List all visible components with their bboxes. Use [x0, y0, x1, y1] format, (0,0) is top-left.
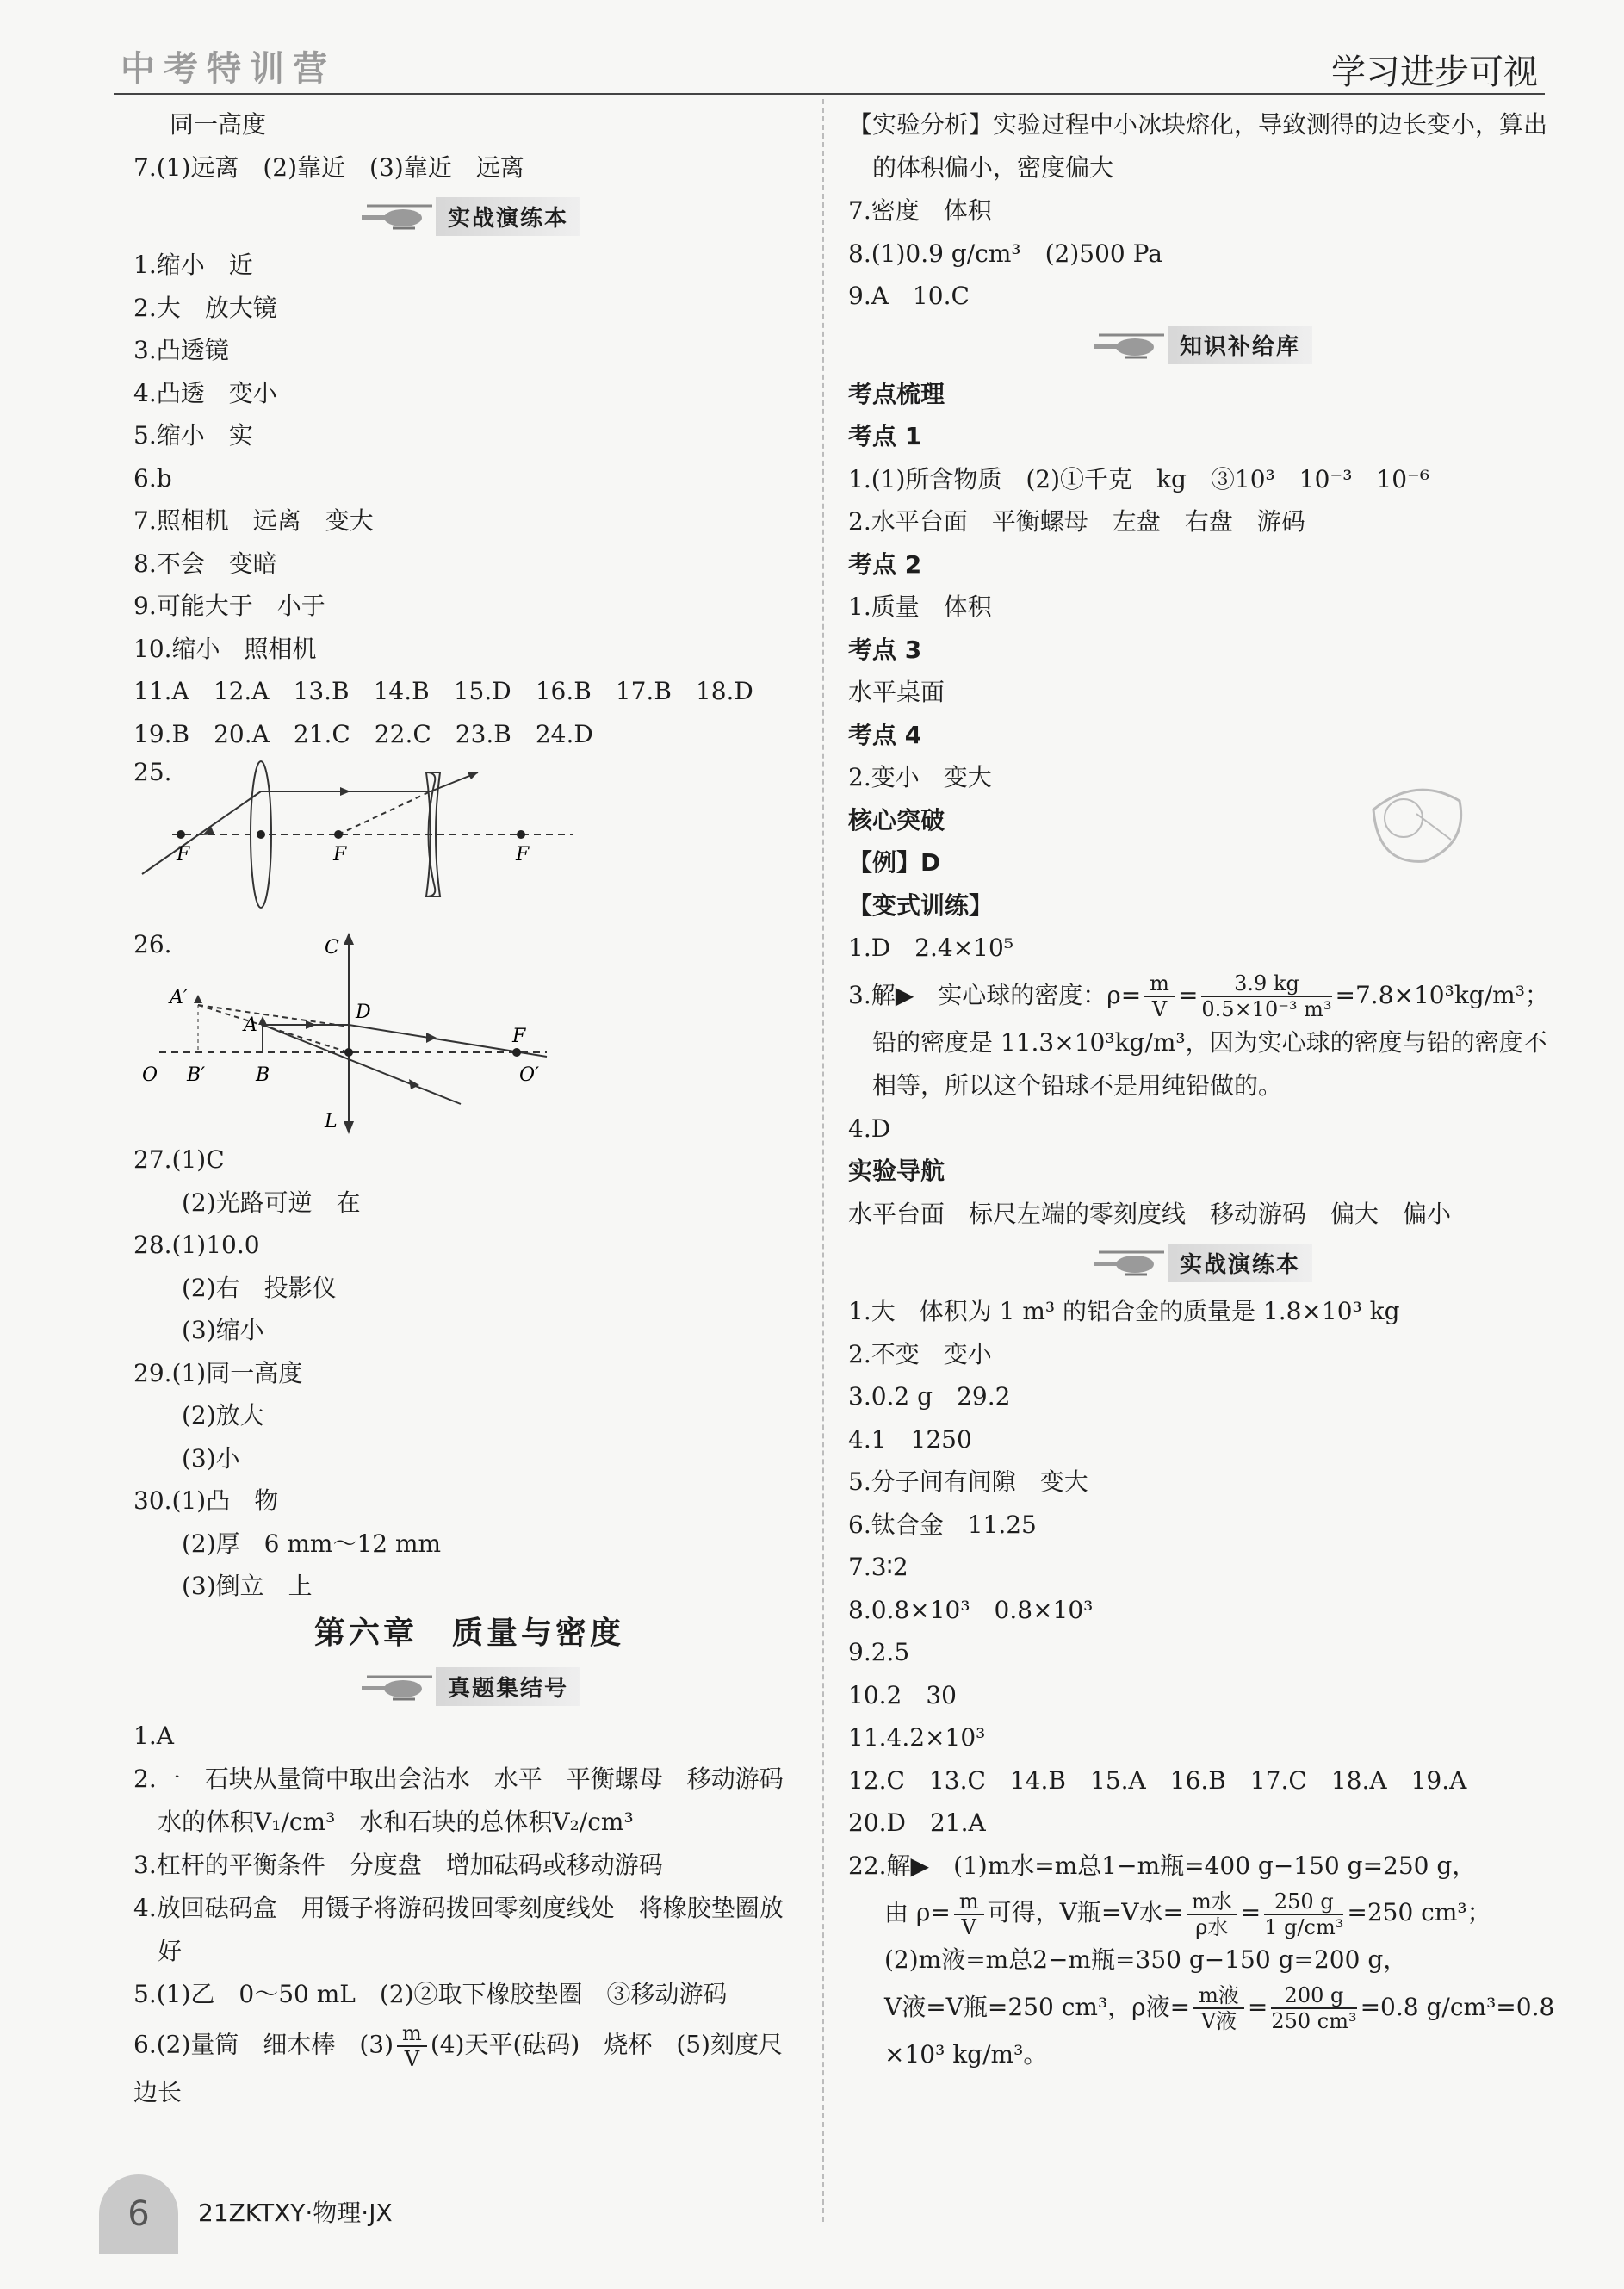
answer-line: 核心突破	[848, 805, 945, 834]
answer-line: 4.D	[848, 1113, 891, 1143]
answer-line: 11.A 12.A 13.B 14.B 15.D 16.B 17.B 18.D	[133, 677, 753, 705]
answer-line: 3.杠杆的平衡条件 分度盘 增加砝码或移动游码	[133, 1850, 663, 1879]
banner-label: 真题集结号	[436, 1667, 580, 1706]
answer-line: 9.A 10.C	[848, 282, 970, 310]
answer-line: (3)倒立 上	[182, 1572, 313, 1600]
answer-line: (3)缩小	[182, 1316, 264, 1344]
answer-line: 1.缩小 近	[133, 251, 253, 279]
answer-line: (2)m液=m总2−m瓶=350 g−150 g=200 g，	[884, 1945, 1408, 1974]
answer-line: 考点 3	[848, 635, 922, 664]
answer-line: 6.b	[133, 463, 172, 493]
helicopter-icon	[1090, 1245, 1173, 1280]
answer-line: 19.B 20.A 21.C 22.C 23.B 24.D	[133, 719, 593, 748]
answer-line: (2)厚 6 mm～12 mm	[182, 1529, 442, 1558]
page-number: 6	[99, 2174, 178, 2254]
section-banner	[133, 1659, 805, 1715]
lens-ray-diagram	[133, 755, 616, 927]
helicopter-icon	[358, 199, 441, 233]
focus-label: F	[333, 844, 347, 865]
answer-line: 4.放回砝码盒 用镊子将游码拨回零刻度线处 将橡胶垫圈放好	[133, 1893, 784, 1965]
answer-line: 水平台面 标尺左端的零刻度线 移动游码 偏大 偏小	[848, 1199, 1452, 1228]
answer-line: 同一高度	[170, 110, 267, 139]
answer-line: 3.凸透镜	[133, 336, 229, 364]
header-rule	[114, 93, 1545, 95]
answer-line: 11.4.2×10³	[848, 1723, 986, 1752]
section-banner	[848, 318, 1554, 373]
answer-line: 10.2 30	[848, 1680, 957, 1709]
answer-line: (2)光路可逆 在	[182, 1188, 361, 1217]
question-number: 25.	[133, 758, 172, 786]
answer-line: 28.(1)10.0	[133, 1231, 260, 1259]
answer-line: (3)小	[182, 1443, 240, 1473]
answer-line: 7.照相机 远离 变大	[133, 506, 374, 535]
point-label: D	[356, 1002, 371, 1023]
answer-line: 8.0.8×10³ 0.8×10³	[848, 1595, 1094, 1624]
focus-label: F	[177, 844, 190, 865]
answer-line: 考点梳理	[848, 379, 945, 408]
answer-line: 5.缩小 实	[133, 421, 253, 450]
answer-line: ×10³ kg/m³。	[884, 2039, 1048, 2069]
lens-ray-diagram	[133, 927, 650, 1138]
answer-line: 6.(2)量筒 细木棒 (3) $\frac{m}{V}$ (4)天平(砝码) 烧杯 (5)刻度尺 边长	[133, 2020, 808, 2106]
answer-line: 考点 1	[848, 422, 922, 450]
series-title: 中考特训营	[121, 49, 336, 89]
answer-line: 1.D 2.4×10⁵	[848, 934, 1014, 962]
point-label: F	[512, 1026, 526, 1047]
point-label: B	[256, 1064, 270, 1086]
answer-line: 3.解▶ 实心球的密度：ρ= $\frac{m}{V}$ = $\frac{3.9 kg}{\text{0.5×10⁻³ m³}}$ =7.8×10³kg/m³；	[848, 971, 1549, 1021]
book-code: 21ZKTXY·物理·JX	[198, 2199, 393, 2227]
helicopter-icon	[1090, 328, 1173, 363]
answer-line: 2.一 石块从量筒中取出会沾水 水平 平衡螺母 移动游码 水的体积V₁/cm³ 水和石块的总体积V₂/cm³	[133, 1764, 808, 1836]
answer-line: 考点 4	[848, 720, 922, 749]
fraction: $\frac{m}{V}$	[397, 2021, 427, 2071]
left-column	[133, 103, 808, 2114]
answer-line: 27.(1)C	[133, 1145, 225, 1174]
banner-label: 知识补给库	[1168, 326, 1312, 364]
answer-line: 8.不会 变暗	[133, 549, 277, 578]
point-label: A′	[170, 987, 188, 1008]
answer-line: 9.2.5	[848, 1638, 910, 1666]
answer-line: V液=V瓶=250 cm³，ρ液= $\frac{\text{m液}}{\text{V液}}$ = $\frac{200 g}{\text{250 cm³}}$ =0.8 g/cm³=0.8	[884, 1983, 1555, 2033]
point-label: O	[142, 1064, 158, 1086]
answer-line: 考点 2	[848, 549, 922, 579]
point-label: A	[244, 1014, 257, 1036]
point-label: O′	[519, 1064, 540, 1086]
answer-line: (2)右 投影仪	[182, 1273, 337, 1302]
banner-label: 实战演练本	[1168, 1244, 1312, 1282]
answer-line: 7.密度 体积	[848, 196, 992, 225]
answer-line: 5.(1)乙 0～50 mL (2)②取下橡胶垫圈 ③移动游码	[133, 1979, 728, 2008]
q25-diagram	[133, 755, 805, 927]
point-label: C	[325, 937, 339, 958]
chapter-title: 第六章 质量与密度	[313, 1615, 624, 1651]
focus-label: F	[516, 844, 530, 865]
answer-line: 3.0.2 g 29.2	[848, 1382, 1011, 1411]
section-banner	[133, 189, 805, 244]
answer-line: 【实验分析】实验过程中小冰块熔化，导致测得的边长变小，算出的体积偏小，密度偏大	[848, 110, 1548, 182]
answer-line: 10.缩小 照相机	[133, 634, 317, 663]
answer-line: 2.不变 变小	[848, 1339, 992, 1368]
answer-line: 铅的密度是 11.3×10³kg/m³，因为实心球的密度与铅的密度不相等，所以这个铅球不是用纯铅做的。	[872, 1027, 1547, 1100]
answer-line: 【变式训练】	[848, 890, 994, 920]
point-label: B′	[187, 1064, 206, 1086]
helicopter-icon	[358, 1670, 441, 1704]
answer-line: 1.质量 体积	[848, 592, 992, 621]
banner-label: 实战演练本	[436, 197, 580, 236]
answer-line: 6.钛合金 11.25	[848, 1510, 1037, 1539]
answer-line: 7.(1)远离 (2)靠近 (3)靠近 远离	[133, 152, 524, 182]
answer-line: 29.(1)同一高度	[133, 1358, 303, 1387]
answer-line: 2.大 放大镜	[133, 293, 277, 322]
answer-line: 1.A	[133, 1721, 174, 1750]
answer-line: 12.C 13.C 14.B 15.A 16.B 17.C 18.A 19.A	[848, 1765, 1467, 1795]
answer-line: 2.水平台面 平衡螺母 左盘 右盘 游码	[848, 507, 1305, 536]
answer-line: 【例】D	[848, 848, 941, 877]
question-number: 26.	[133, 930, 172, 958]
q26-diagram	[133, 927, 805, 1138]
section-banner	[848, 1235, 1554, 1290]
column-divider	[822, 99, 824, 2222]
answer-line: 8.(1)0.9 g/cm³ (2)500 Pa	[848, 239, 1162, 268]
answer-line: (2)放大	[182, 1401, 264, 1430]
point-label: L	[325, 1111, 338, 1132]
right-column	[848, 103, 1554, 2075]
answer-line: 1.大 体积为 1 m³ 的铝合金的质量是 1.8×10³ kg	[848, 1297, 1400, 1325]
slogan: 学习进步可视	[1331, 53, 1538, 92]
answer-line: 30.(1)凸 物	[133, 1486, 279, 1515]
answer-line: 2.变小 变大	[848, 763, 992, 791]
answer-line: 4.1 1250	[848, 1424, 972, 1454]
answer-line: 22.解▶ (1)m水=m总1−m瓶=400 g−150 g=250 g，	[848, 1851, 1477, 1880]
answer-line: 由 ρ= $\frac{m}{V}$ 可得，V瓶=V水= $\frac{\text{m水}}{\text{ρ水}}$ = $\frac{250 g}{\text{1 g/cm³}}$ =250 cm³；	[884, 1889, 1491, 1939]
answer-line: 20.D 21.A	[848, 1808, 986, 1837]
homework-stamp-icon	[1365, 775, 1468, 870]
answer-line: 5.分子间有间隙 变大	[848, 1467, 1088, 1496]
answer-line: 7.3∶2	[848, 1553, 908, 1581]
answer-line: 1.(1)所含物质 (2)①千克 kg ③10³ 10⁻³ 10⁻⁶	[848, 464, 1430, 493]
answer-line: 4.凸透 变小	[133, 378, 277, 407]
answer-line: 9.可能大于 小于	[133, 592, 325, 620]
answer-line: 实验导航	[848, 1157, 945, 1185]
answer-line: 水平桌面	[848, 678, 945, 706]
